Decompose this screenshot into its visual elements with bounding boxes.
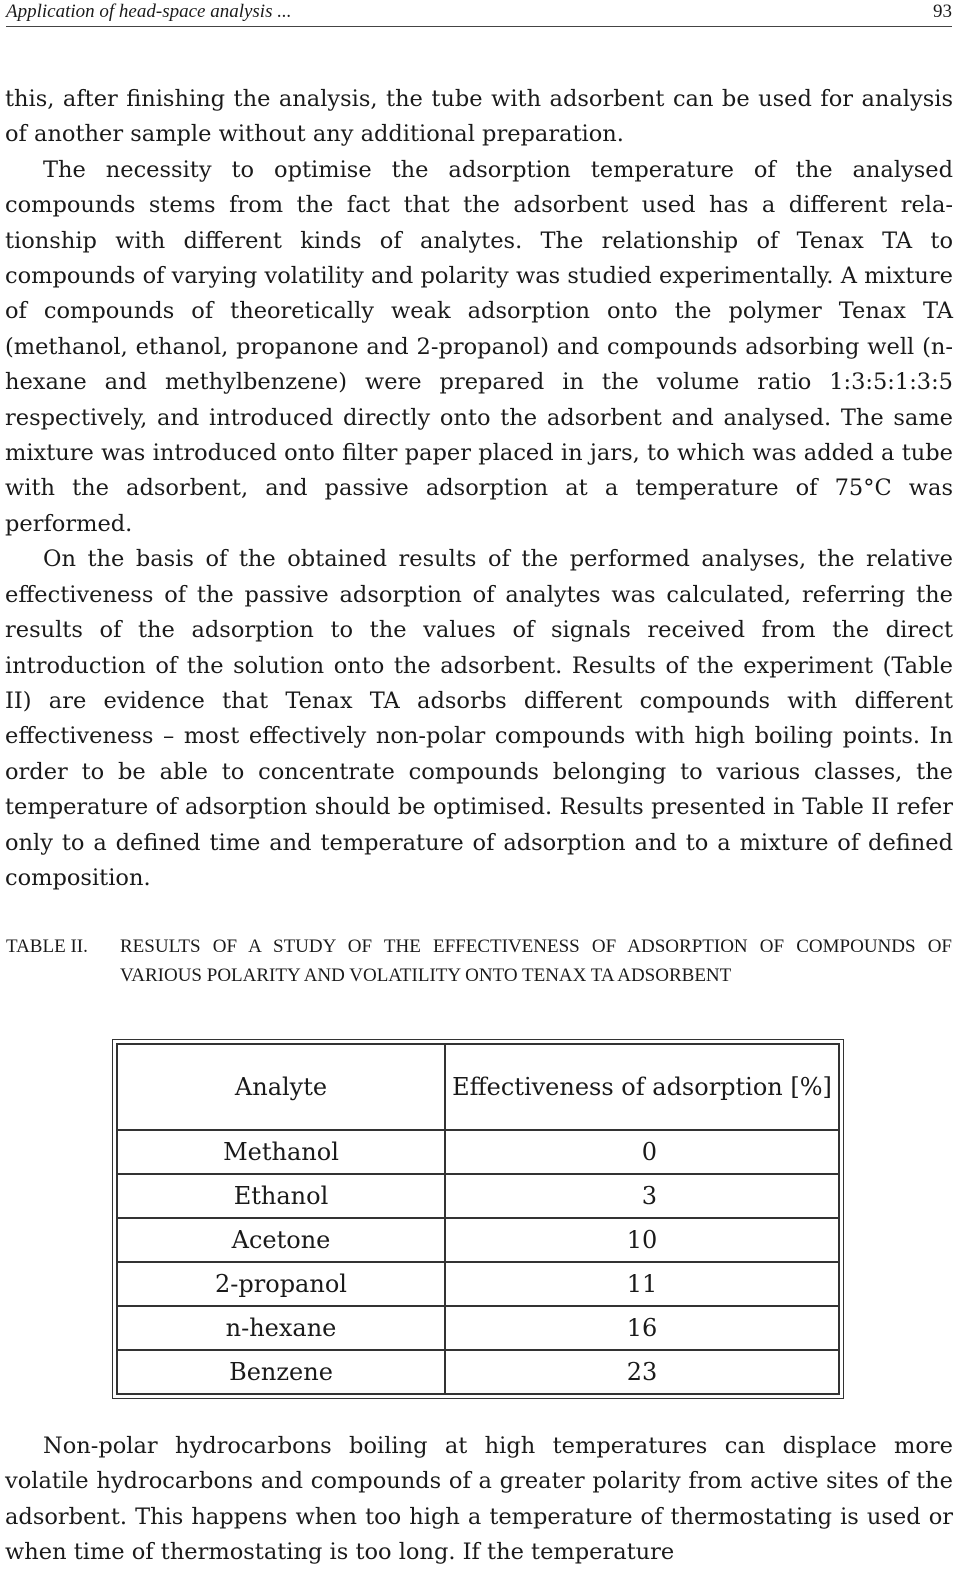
column-header-analyte: Analyte <box>117 1044 445 1130</box>
paragraph: On the basis of the obtained results of the performed analyses, the relative effectiveness of the passive adsorption of analytes was calculated, referring the results of the adsorption to the values of signals received from the direct introduction of the solution onto the adsorbent. Results of the experiment (Table II) are evidence that Tenax TA adsorbs different compounds with different effectiveness – most effectively non-polar compounds with high boiling points. In order to be able to concentrate compounds belonging to various classes, the temperature of adsorption should be optimised. Results presented in Table II refer only to a defined time and temperature of adsorption and to a mixture of defined composition. <box>5 546 953 891</box>
analyte-cell: Ethanol <box>117 1174 445 1218</box>
results-table <box>116 1043 840 1395</box>
value-cell: 0 <box>445 1130 839 1174</box>
analyte-cell: n-hexane <box>117 1306 445 1350</box>
body-text-top <box>5 82 953 896</box>
running-header <box>6 0 952 27</box>
table-row <box>117 1218 839 1262</box>
value-cell: 3 <box>445 1174 839 1218</box>
body-text-bottom <box>5 1429 953 1571</box>
paragraph: The necessity to optimise the adsorption temperature of the analysed compounds stems from the fact that the adsorbent used has a different relationship with different kinds of analytes. The relationship of Tenax TA to compounds of varying volatility and polarity was studied experimentally. A mixture of compounds of theoretically weak adsorption onto the polymer Tenax TA (methanol, ethanol, propanone and 2-propanol) and compounds adsorbing well (n-hexane and methylbenzene) were prepared in the volume ratio 1:3:5:1:3:5 respectively, and introduced directly onto the adsorbent and analysed. The same mixture was introduced onto filter paper placed in jars, to which was added a tube with the adsorbent, and passive adsorption at a temperature of 75°C was performed. <box>5 156 953 537</box>
page-number: 93 <box>933 1 952 22</box>
analyte-cell: 2-propanol <box>117 1262 445 1306</box>
table-row <box>117 1262 839 1306</box>
table-row <box>117 1130 839 1174</box>
table-caption <box>6 932 952 990</box>
running-title: Application of head-space analysis ... <box>6 1 292 22</box>
column-header-effectiveness: Effectiveness of adsorption [%] <box>445 1044 839 1130</box>
table-row <box>117 1350 839 1394</box>
value-cell: 16 <box>445 1306 839 1350</box>
table-caption-text: RESULTS OF A STUDY OF THE EFFECTIVENESS OF ADSORPTION OF COMPOUNDS OF VARIOUS POLARITY AND VOLATILITY ONTO TENAX TA ADSORBENT <box>120 936 952 986</box>
table-row <box>117 1174 839 1218</box>
analyte-cell: Acetone <box>117 1218 445 1262</box>
analyte-cell: Benzene <box>117 1350 445 1394</box>
value-cell: 11 <box>445 1262 839 1306</box>
table-row <box>117 1306 839 1350</box>
value-cell: 23 <box>445 1350 839 1394</box>
value-cell: 10 <box>445 1218 839 1262</box>
table-caption-label: TABLE II. <box>6 936 88 957</box>
table-header-row <box>117 1044 839 1130</box>
paragraph: this, after finishing the analysis, the tube with adsorbent can be used for analysis of another sample without any additional preparation. <box>5 86 953 148</box>
paragraph: Non-polar hydrocarbons boiling at high temperatures can displace more volatile hydrocarbons and compounds of a greater polarity from active sites of the adsorbent. This happens when too high a temperature of thermostating is used or when time of thermostating is too long. If the temperature <box>5 1433 953 1566</box>
analyte-cell: Methanol <box>117 1130 445 1174</box>
